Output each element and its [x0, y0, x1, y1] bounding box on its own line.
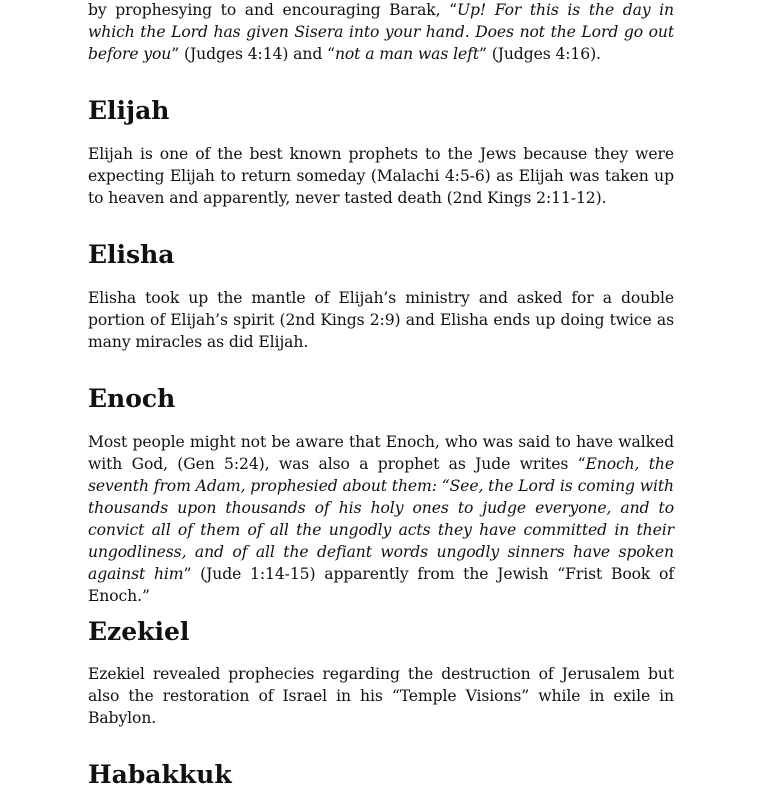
paragraph-elijah: Elijah is one of the best known prophets to the Jews because they were expecting Elijah to return someday (Malachi 4:5-6) as Elijah was taken up to heaven and apparently, never tasted death (2nd Kings 2:11-12).: [88, 145, 674, 207]
enoch-text-1: Most people might not be aware that Enoch, who was said to have walked with God, (Gen 5:24), was also a prophet as Jude writes “: [88, 433, 674, 473]
intro-text-2: ” (Judges 4:14) and “: [171, 45, 335, 63]
intro-quote-1: Up! For this is the day in which the Lord has given Sisera into your hand. Does not the Lord go out before you: [88, 1, 674, 63]
intro-text-3: ” (Judges 4:16).: [479, 45, 601, 63]
intro-text-1: by prophesying to and encouraging Barak, “: [88, 1, 457, 19]
enoch-text-2: ” (Jude 1:14-15) apparently from the Jewish “Frist Book of Enoch.”: [88, 565, 674, 605]
heading-elisha: Elisha: [88, 240, 175, 269]
enoch-quote: Enoch, the seventh from Adam, prophesied about them: “See, the Lord is coming with thousands upon thousands of his holy ones to judge everyone, and to convict all of them of all the ungodly acts they have committed in their ungodliness, and of all the defiant words ungodly sinners have spoken against him: [88, 455, 674, 583]
heading-ezekiel: Ezekiel: [88, 617, 190, 646]
heading-enoch: Enoch: [88, 384, 176, 413]
heading-habakkuk: Habakkuk: [88, 760, 232, 789]
paragraph-enoch: [88, 431, 674, 607]
intro-quote-2: not a man was left: [334, 45, 479, 63]
heading-elijah: Elijah: [88, 96, 170, 125]
intro-paragraph: [88, 0, 674, 65]
paragraph-elisha: Elisha took up the mantle of Elijah’s ministry and asked for a double portion of Elijah’s spirit (2nd Kings 2:9) and Elisha ends up doing twice as many miracles as did Elijah.: [88, 289, 674, 351]
paragraph-ezekiel: Ezekiel revealed prophecies regarding the destruction of Jerusalem but also the restoration of Israel in his “Temple Visions” while in exile in Babylon.: [88, 665, 674, 727]
